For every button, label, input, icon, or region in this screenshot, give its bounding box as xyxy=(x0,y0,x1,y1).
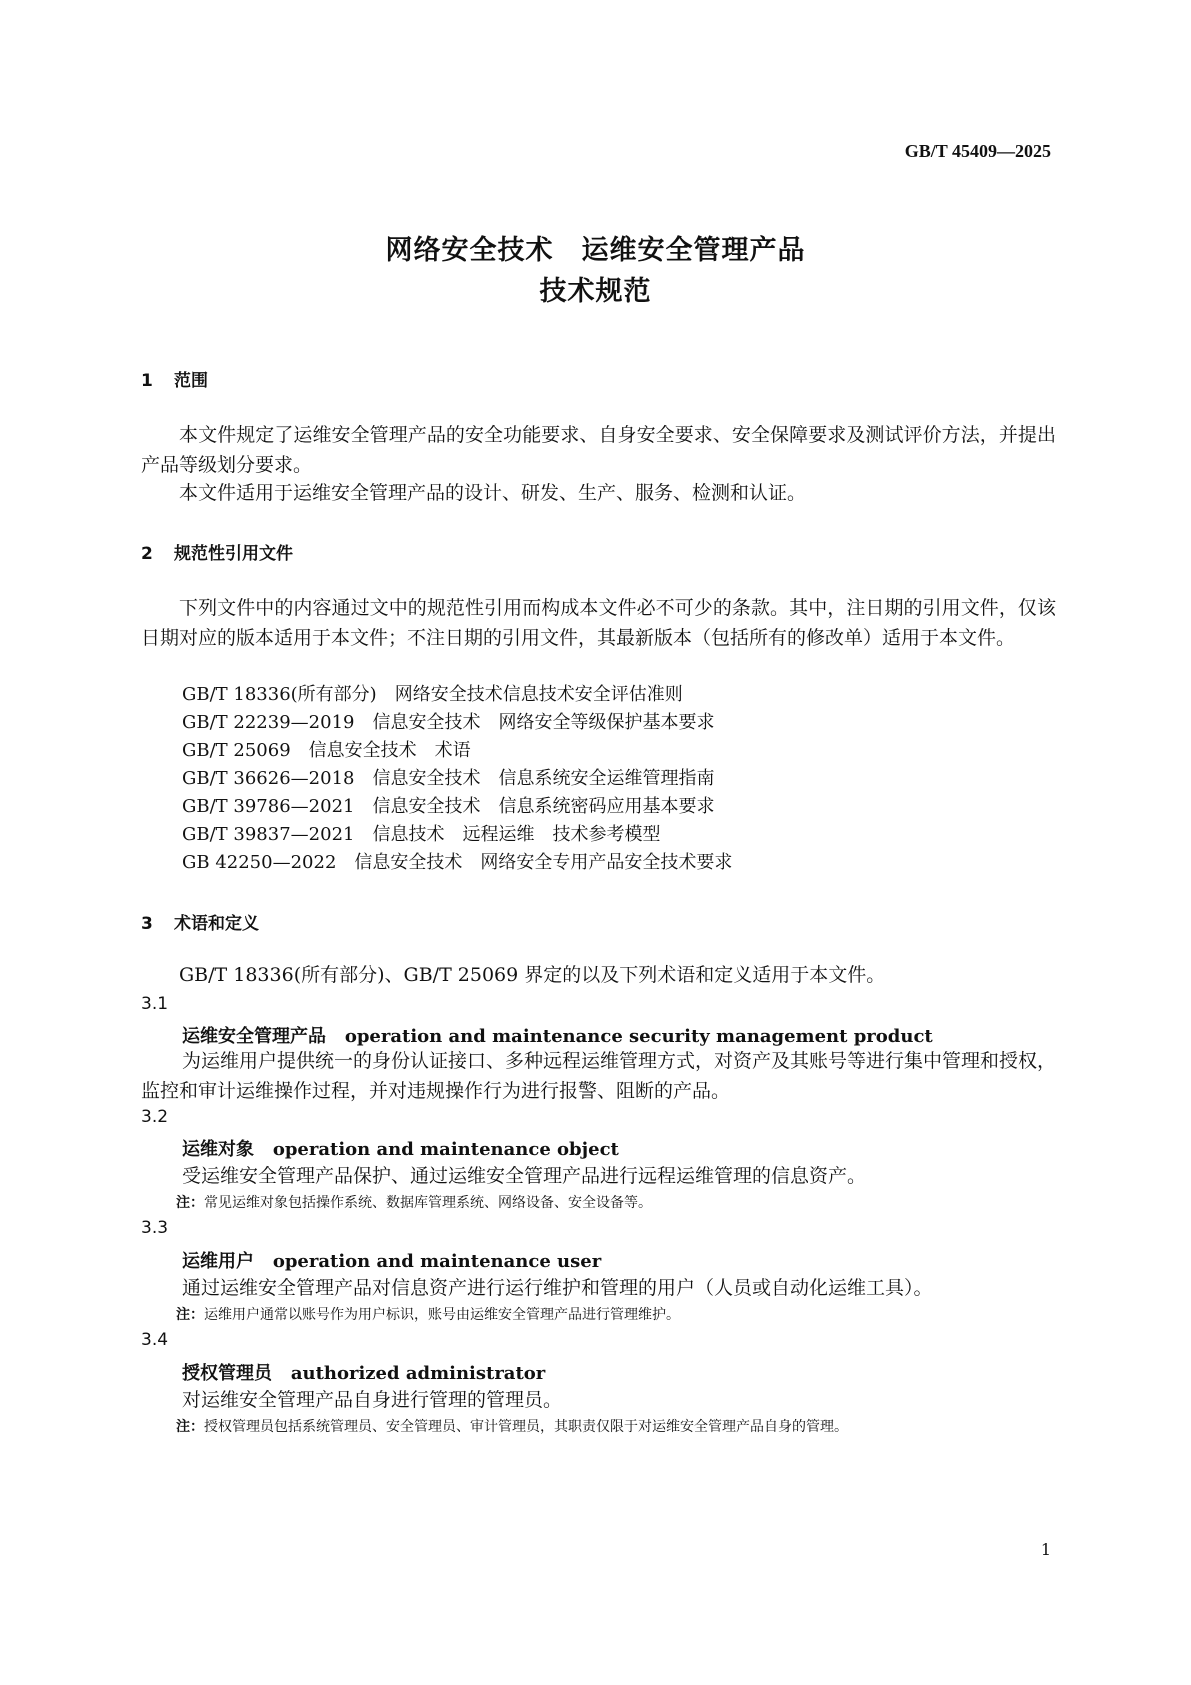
section-title: 术语和定义 xyxy=(174,914,259,934)
page-number: 1 xyxy=(1040,1540,1051,1559)
note-label: 注： xyxy=(176,1307,204,1323)
term-zh: 运维安全管理产品 xyxy=(182,1026,326,1047)
section-2-intro: 下列文件中的内容通过文中的规范性引用而构成本文件必不可少的条款。其中，注日期的引用文件，仅该日期对应的版本适用于本文件；不注日期的引用文件，其最新版本（包括所有的修改单）适用于本文件。 xyxy=(141,597,1056,649)
term-definition: 对运维安全管理产品自身进行管理的管理员。 xyxy=(182,1389,563,1411)
section-title: 规范性引用文件 xyxy=(174,544,293,564)
section-1-paragraph-2: 本文件适用于运维安全管理产品的设计、研发、生产、服务、检测和认证。 xyxy=(179,482,807,504)
term-definition: 受运维安全管理产品保护、通过运维安全管理产品进行远程运维管理的信息资产。 xyxy=(182,1165,867,1187)
standard-code: GB/T 45409—2025 xyxy=(904,141,1051,161)
term-zh: 运维用户 xyxy=(182,1251,254,1272)
term-note xyxy=(176,1416,848,1436)
section-title: 范围 xyxy=(174,371,208,391)
term-definition: 通过运维安全管理产品对信息资产进行运行维护和管理的用户（人员或自动化运维工具）。 xyxy=(182,1277,933,1299)
term-en: operation and maintenance user xyxy=(272,1251,602,1272)
term-note xyxy=(176,1192,652,1212)
term-en: operation and maintenance security management product xyxy=(344,1026,933,1047)
document-title-line2: 技术规范 xyxy=(539,276,652,307)
term-zh: 授权管理员 xyxy=(182,1363,272,1384)
term-heading xyxy=(182,1135,619,1161)
term-number: 3.3 xyxy=(141,1218,169,1238)
note-label: 注： xyxy=(176,1195,204,1211)
term-en: authorized administrator xyxy=(290,1363,546,1384)
term-definition: 为运维用户提供统一的身份认证接口、多种远程运维管理方式，对资产及其账号等进行集中管理和授权，监控和审计运维操作过程，并对违规操作行为进行报警、阻断的产品。 xyxy=(141,1050,1057,1102)
term-heading xyxy=(182,1359,545,1385)
term-number: 3.1 xyxy=(141,994,169,1014)
reference-item: GB/T 25069 信息安全技术 术语 xyxy=(182,740,471,761)
section-1-paragraph-1: 本文件规定了运维安全管理产品的安全功能要求、自身安全要求、安全保障要求及测试评价方法，并提出产品等级划分要求。 xyxy=(141,424,1056,476)
term-zh: 运维对象 xyxy=(182,1139,254,1160)
reference-item: GB 42250—2022 信息安全技术 网络安全专用产品安全技术要求 xyxy=(182,852,733,873)
section-number: 3 xyxy=(141,914,153,934)
reference-item: GB/T 18336(所有部分) 网络安全技术信息技术安全评估准则 xyxy=(182,684,683,705)
term-number: 3.4 xyxy=(141,1330,169,1350)
section-3-heading xyxy=(141,909,259,934)
section-number: 1 xyxy=(141,371,153,391)
note-text: 常见运维对象包括操作系统、数据库管理系统、网络设备、安全设备等。 xyxy=(204,1195,652,1211)
note-text: 运维用户通常以账号作为用户标识，账号由运维安全管理产品进行管理维护。 xyxy=(204,1307,680,1323)
term-note xyxy=(176,1304,680,1324)
section-number: 2 xyxy=(141,544,153,564)
reference-item: GB/T 36626—2018 信息安全技术 信息系统安全运维管理指南 xyxy=(182,768,715,789)
term-heading xyxy=(182,1022,933,1048)
section-2-heading xyxy=(141,539,293,564)
term-number: 3.2 xyxy=(141,1107,169,1127)
term-heading xyxy=(182,1247,601,1273)
section-3-intro: GB/T 18336(所有部分)、GB/T 25069 界定的以及下列术语和定义适用于本文件。 xyxy=(179,964,886,986)
reference-item: GB/T 22239—2019 信息安全技术 网络安全等级保护基本要求 xyxy=(182,712,715,733)
note-text: 授权管理员包括系统管理员、安全管理员、审计管理员，其职责仅限于对运维安全管理产品自身的管理。 xyxy=(204,1419,848,1435)
section-1-heading xyxy=(141,366,208,391)
reference-item: GB/T 39786—2021 信息安全技术 信息系统密码应用基本要求 xyxy=(182,796,715,817)
document-title-line1: 网络安全技术 运维安全管理产品 xyxy=(385,235,806,266)
note-label: 注： xyxy=(176,1419,204,1435)
term-en: operation and maintenance object xyxy=(272,1139,619,1160)
reference-item: GB/T 39837—2021 信息技术 远程运维 技术参考模型 xyxy=(182,824,661,845)
